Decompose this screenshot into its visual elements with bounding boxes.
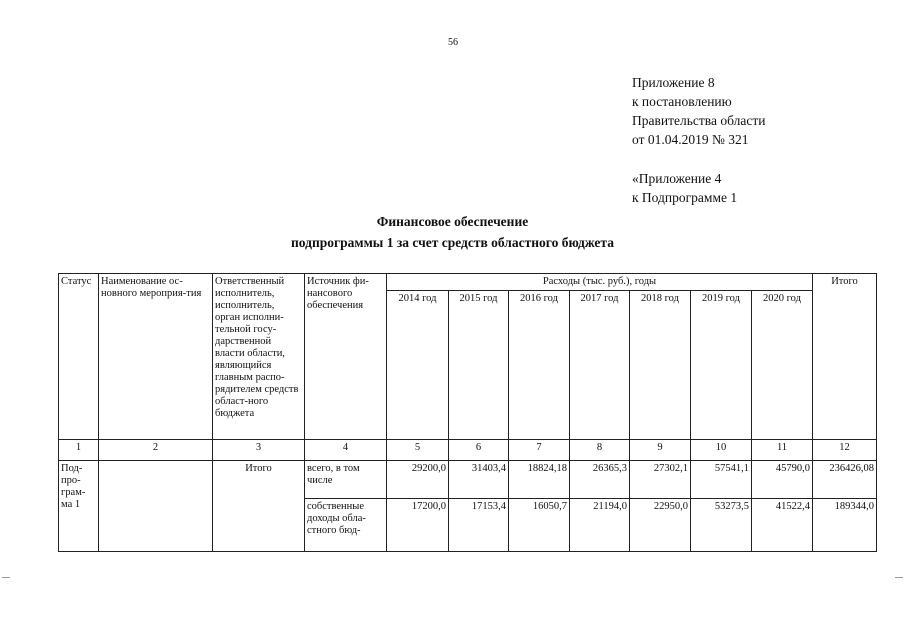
column-number: 2 [99,440,213,461]
column-number: 7 [509,440,570,461]
total-cell: 236426,08 [813,461,877,499]
total-cell: 189344,0 [813,499,877,552]
appendix-line: «Приложение 4 [632,171,722,186]
column-number: 11 [752,440,813,461]
appendix-line: к постановлению [632,94,732,109]
header-name: Наименование ос-новного мероприя-тия [99,274,213,440]
page-number: 56 [448,37,458,48]
header-source: Источник фи-нансового обеспечения [305,274,387,440]
source-cell: всего, в том числе [305,461,387,499]
financing-table [58,273,877,552]
responsible-cell: Итого [213,461,305,552]
value-cell: 17200,0 [387,499,449,552]
column-number: 9 [630,440,691,461]
header-year: 2020 год [752,291,813,440]
value-cell: 29200,0 [387,461,449,499]
header-responsible: Ответственный исполнитель, исполнитель, орган исполни-тельной госу-дарственной власти области, являющийся главным распо-рядителем средств област-ного бюджета [213,274,305,440]
appendix-line: Правительства области [632,113,766,128]
header-expenses: Расходы (тыс. руб.), годы [387,274,813,291]
header-year: 2015 год [449,291,509,440]
appendix-line: от 01.04.2019 № 321 [632,132,749,147]
appendix-block [632,73,765,207]
value-cell: 27302,1 [630,461,691,499]
document-title: Финансовое обеспечение [376,214,529,229]
header-year: 2016 год [509,291,570,440]
column-number: 3 [213,440,305,461]
column-number: 1 [59,440,99,461]
header-year: 2017 год [570,291,630,440]
value-cell: 26365,3 [570,461,630,499]
value-cell: 57541,1 [691,461,752,499]
name-cell [99,461,213,552]
appendix-line: Приложение 8 [632,75,715,90]
header-total: Итого [813,274,877,440]
column-number: 12 [813,440,877,461]
table-row [59,461,877,499]
scan-edge-mark [895,577,903,578]
source-cell [305,499,387,552]
value-cell: 18824,18 [509,461,570,499]
value-cell: 31403,4 [449,461,509,499]
header-status: Статус [59,274,99,440]
column-number: 5 [387,440,449,461]
column-number: 8 [570,440,630,461]
scan-edge-mark [2,577,10,578]
header-year: 2019 год [691,291,752,440]
source-text: собственные доходы обла-стного бюд- [307,501,366,536]
value-cell: 45790,0 [752,461,813,499]
column-number: 10 [691,440,752,461]
header-year: 2018 год [630,291,691,440]
column-number: 4 [305,440,387,461]
document-subtitle: подпрограммы 1 за счет средств областного бюджета [291,235,614,250]
status-cell: Под-про-грам-ма 1 [59,461,99,552]
value-cell: 22950,0 [630,499,691,552]
value-cell: 41522,4 [752,499,813,552]
appendix-line: к Подпрограмме 1 [632,190,738,205]
column-number: 6 [449,440,509,461]
value-cell: 17153,4 [449,499,509,552]
header-year: 2014 год [387,291,449,440]
value-cell: 53273,5 [691,499,752,552]
value-cell: 16050,7 [509,499,570,552]
value-cell: 21194,0 [570,499,630,552]
